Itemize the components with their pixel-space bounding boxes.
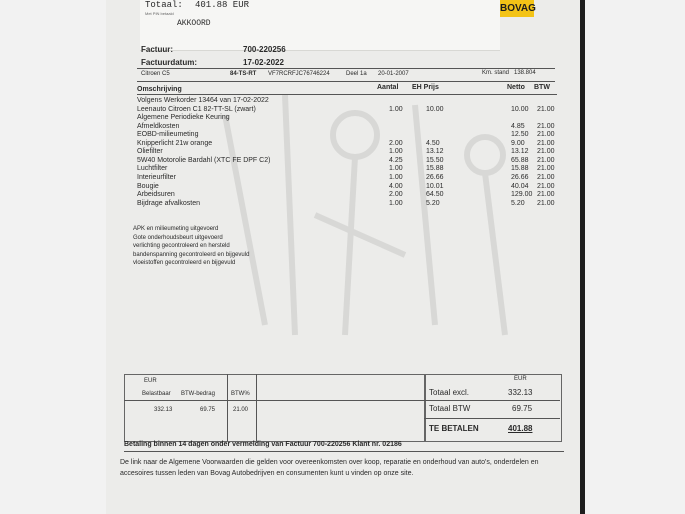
line-item-description: Algemene Periodieke Keuring xyxy=(137,114,230,122)
vehicle-deel-date: 20-01-2007 xyxy=(378,71,409,77)
line-item-net: 10.00 xyxy=(511,105,529,113)
line-item-quantity: 1.00 xyxy=(389,148,403,156)
line-item-net: 65.88 xyxy=(511,156,529,164)
line-item-vat: 21.00 xyxy=(537,131,555,139)
line-item-description: Luchtfilter xyxy=(137,165,168,173)
totals-currency: EUR xyxy=(514,376,527,382)
footer-rule xyxy=(124,451,564,452)
totals-vat-label: Totaal BTW xyxy=(429,404,471,413)
line-item-net: 12.50 xyxy=(511,131,529,139)
line-item-unit-price: 64.50 xyxy=(426,191,444,199)
line-item-unit-price: 5.20 xyxy=(426,199,440,207)
line-item-net: 40.04 xyxy=(511,182,529,190)
line-item-vat: 21.00 xyxy=(537,199,555,207)
vat-box-currency: EUR xyxy=(144,378,157,384)
vehicle-km-value: 138.804 xyxy=(514,70,536,76)
line-item-vat: 21.00 xyxy=(537,139,555,147)
vehicle-vin: VF7RCRFJC76746224 xyxy=(268,71,330,77)
totals-excl-label: Totaal excl. xyxy=(429,388,470,397)
line-item-description: Arbeidsuren xyxy=(137,191,175,199)
work-note: verlichting gecontroleerd en hersteld xyxy=(133,243,230,249)
receipt-approval: AKKOORD xyxy=(177,19,211,28)
line-item-net: 15.88 xyxy=(511,165,529,173)
totals-excl-value: 332.13 xyxy=(508,388,533,397)
line-item-vat: 21.00 xyxy=(537,191,555,199)
line-item-unit-price: 10.00 xyxy=(426,105,444,113)
line-item-quantity: 1.00 xyxy=(389,165,403,173)
invoice-date-value: 17-02-2022 xyxy=(243,58,284,67)
line-item-description: Volgens Werkorder 13464 van 17-02-2022 xyxy=(137,97,269,104)
invoice-number-label: Factuur: xyxy=(141,45,173,54)
line-item-description: Bijdrage afvalkosten xyxy=(137,199,201,207)
table-header-rule xyxy=(137,94,557,95)
line-item-vat: 21.00 xyxy=(537,122,555,130)
vehicle-rule xyxy=(137,81,555,82)
work-note: bandenspanning gecontroleerd en bijgevuld xyxy=(133,251,250,258)
header-quantity: Aantal xyxy=(377,84,399,91)
amount-due-label: TE BETALEN xyxy=(429,424,479,433)
line-item-vat: 21.00 xyxy=(537,173,555,181)
line-item-description: Interieurfilter xyxy=(137,173,176,181)
vat-col-base: Belastbaar xyxy=(142,391,171,397)
vat-col-amount: BTW-bedrag xyxy=(181,391,215,397)
line-item-description: Afmeldkosten xyxy=(137,122,180,130)
line-item-unit-price: 26.66 xyxy=(426,173,444,181)
line-item-description: Bougie xyxy=(137,182,159,190)
line-item-net: 9.00 xyxy=(511,139,525,147)
line-item-unit-price: 15.88 xyxy=(426,165,444,173)
vat-rate-value: 21.00 xyxy=(233,407,249,413)
work-note: Gote onderhoudsbeurt uitgevoerd xyxy=(133,234,223,241)
receipt-total-label: Totaal: xyxy=(145,0,183,10)
work-note: APK en milieumeting uitgevoerd xyxy=(133,226,219,232)
totals-rule-2 xyxy=(424,418,560,419)
line-item-quantity: 2.00 xyxy=(389,139,403,147)
work-note: vloeistoffen gecontroleerd en bijgevuld xyxy=(133,260,236,266)
receipt-total-value: 401.88 EUR xyxy=(195,0,250,10)
totals-rule-1 xyxy=(424,400,560,401)
background-right xyxy=(585,0,685,514)
vehicle-deel-label: Deel 1a xyxy=(346,71,367,77)
vat-amount-value: 69.75 xyxy=(200,407,216,413)
totals-vat-value: 69.75 xyxy=(512,404,533,413)
vehicle-plate: 84-TS-RT xyxy=(230,71,257,77)
line-item-vat: 21.00 xyxy=(537,165,555,173)
line-item-quantity: 1.00 xyxy=(389,173,403,181)
line-item-description: Knipperlicht 21w orange xyxy=(137,139,213,147)
line-item-vat: 21.00 xyxy=(537,182,555,190)
line-item-description: 5W40 Motorolie Bardahl (XTC FE DPF C2) xyxy=(137,156,271,164)
line-item-description: EOBD-milieumeting xyxy=(137,131,199,139)
header-vat: BTW xyxy=(534,84,550,91)
line-item-net: 5.20 xyxy=(511,199,525,207)
invoice-date-label: Factuurdatum: xyxy=(141,58,197,67)
line-item-quantity: 4.25 xyxy=(389,156,403,164)
line-item-description: Oliefilter xyxy=(137,148,163,156)
vehicle-model: Citroen C5 xyxy=(141,71,170,77)
payment-note: Betaling binnen 14 dagen onder vermelding van Factuur 700-220256 Klant nr. 02186 xyxy=(124,441,402,448)
header-net: Netto xyxy=(507,84,525,91)
line-item-net: 129.00 xyxy=(511,191,533,199)
line-item-net: 13.12 xyxy=(511,148,529,156)
line-item-quantity: 1.00 xyxy=(389,199,403,207)
line-item-vat: 21.00 xyxy=(537,148,555,156)
header-rule xyxy=(137,68,555,69)
vat-box-col2-rule xyxy=(256,374,257,441)
line-item-quantity: 4.00 xyxy=(389,182,403,190)
vehicle-km-label: Km. stand xyxy=(482,70,510,76)
line-item-unit-price: 4.50 xyxy=(426,139,440,147)
background-left xyxy=(0,0,108,514)
vat-base-value: 332.13 xyxy=(154,407,173,413)
header-unit-price: EH Prijs xyxy=(412,84,439,91)
header-description: Omschrijving xyxy=(137,86,182,93)
invoice-number-value: 700-220256 xyxy=(243,45,286,54)
line-item-vat: 21.00 xyxy=(537,105,555,113)
bovag-logo: BOVAG xyxy=(500,0,534,17)
line-item-net: 4.85 xyxy=(511,122,525,130)
vat-box-col1-rule xyxy=(227,374,228,441)
terms-line-2: accesoires tussen leden van Bovag Autobedrijven en consumenten kunt u vinden op onze site. xyxy=(120,470,414,477)
line-item-vat: 21.00 xyxy=(537,156,555,164)
receipt-fine-print: Met PIN betaald xyxy=(145,11,174,16)
line-item-unit-price: 15.50 xyxy=(426,156,444,164)
line-item-unit-price: 10.01 xyxy=(426,182,444,190)
line-item-unit-price: 13.12 xyxy=(426,148,444,156)
tools-watermark xyxy=(205,75,545,350)
line-item-description: Leenauto Citroen C1 82-TT-SL (zwart) xyxy=(137,105,256,113)
amount-due-value: 401.88 xyxy=(508,424,533,433)
line-item-quantity: 2.00 xyxy=(389,191,403,199)
line-item-quantity: 1.00 xyxy=(389,105,403,113)
line-item-net: 26.66 xyxy=(511,173,529,181)
terms-line-1: De link naar de Algemene Voorwaarden die gelden voor overeenkomsten over koop, reparatie en onderhoud van auto's, onderdelen en xyxy=(120,459,539,466)
vat-box-divider xyxy=(124,400,424,401)
vat-col-rate: BTW% xyxy=(231,391,250,397)
